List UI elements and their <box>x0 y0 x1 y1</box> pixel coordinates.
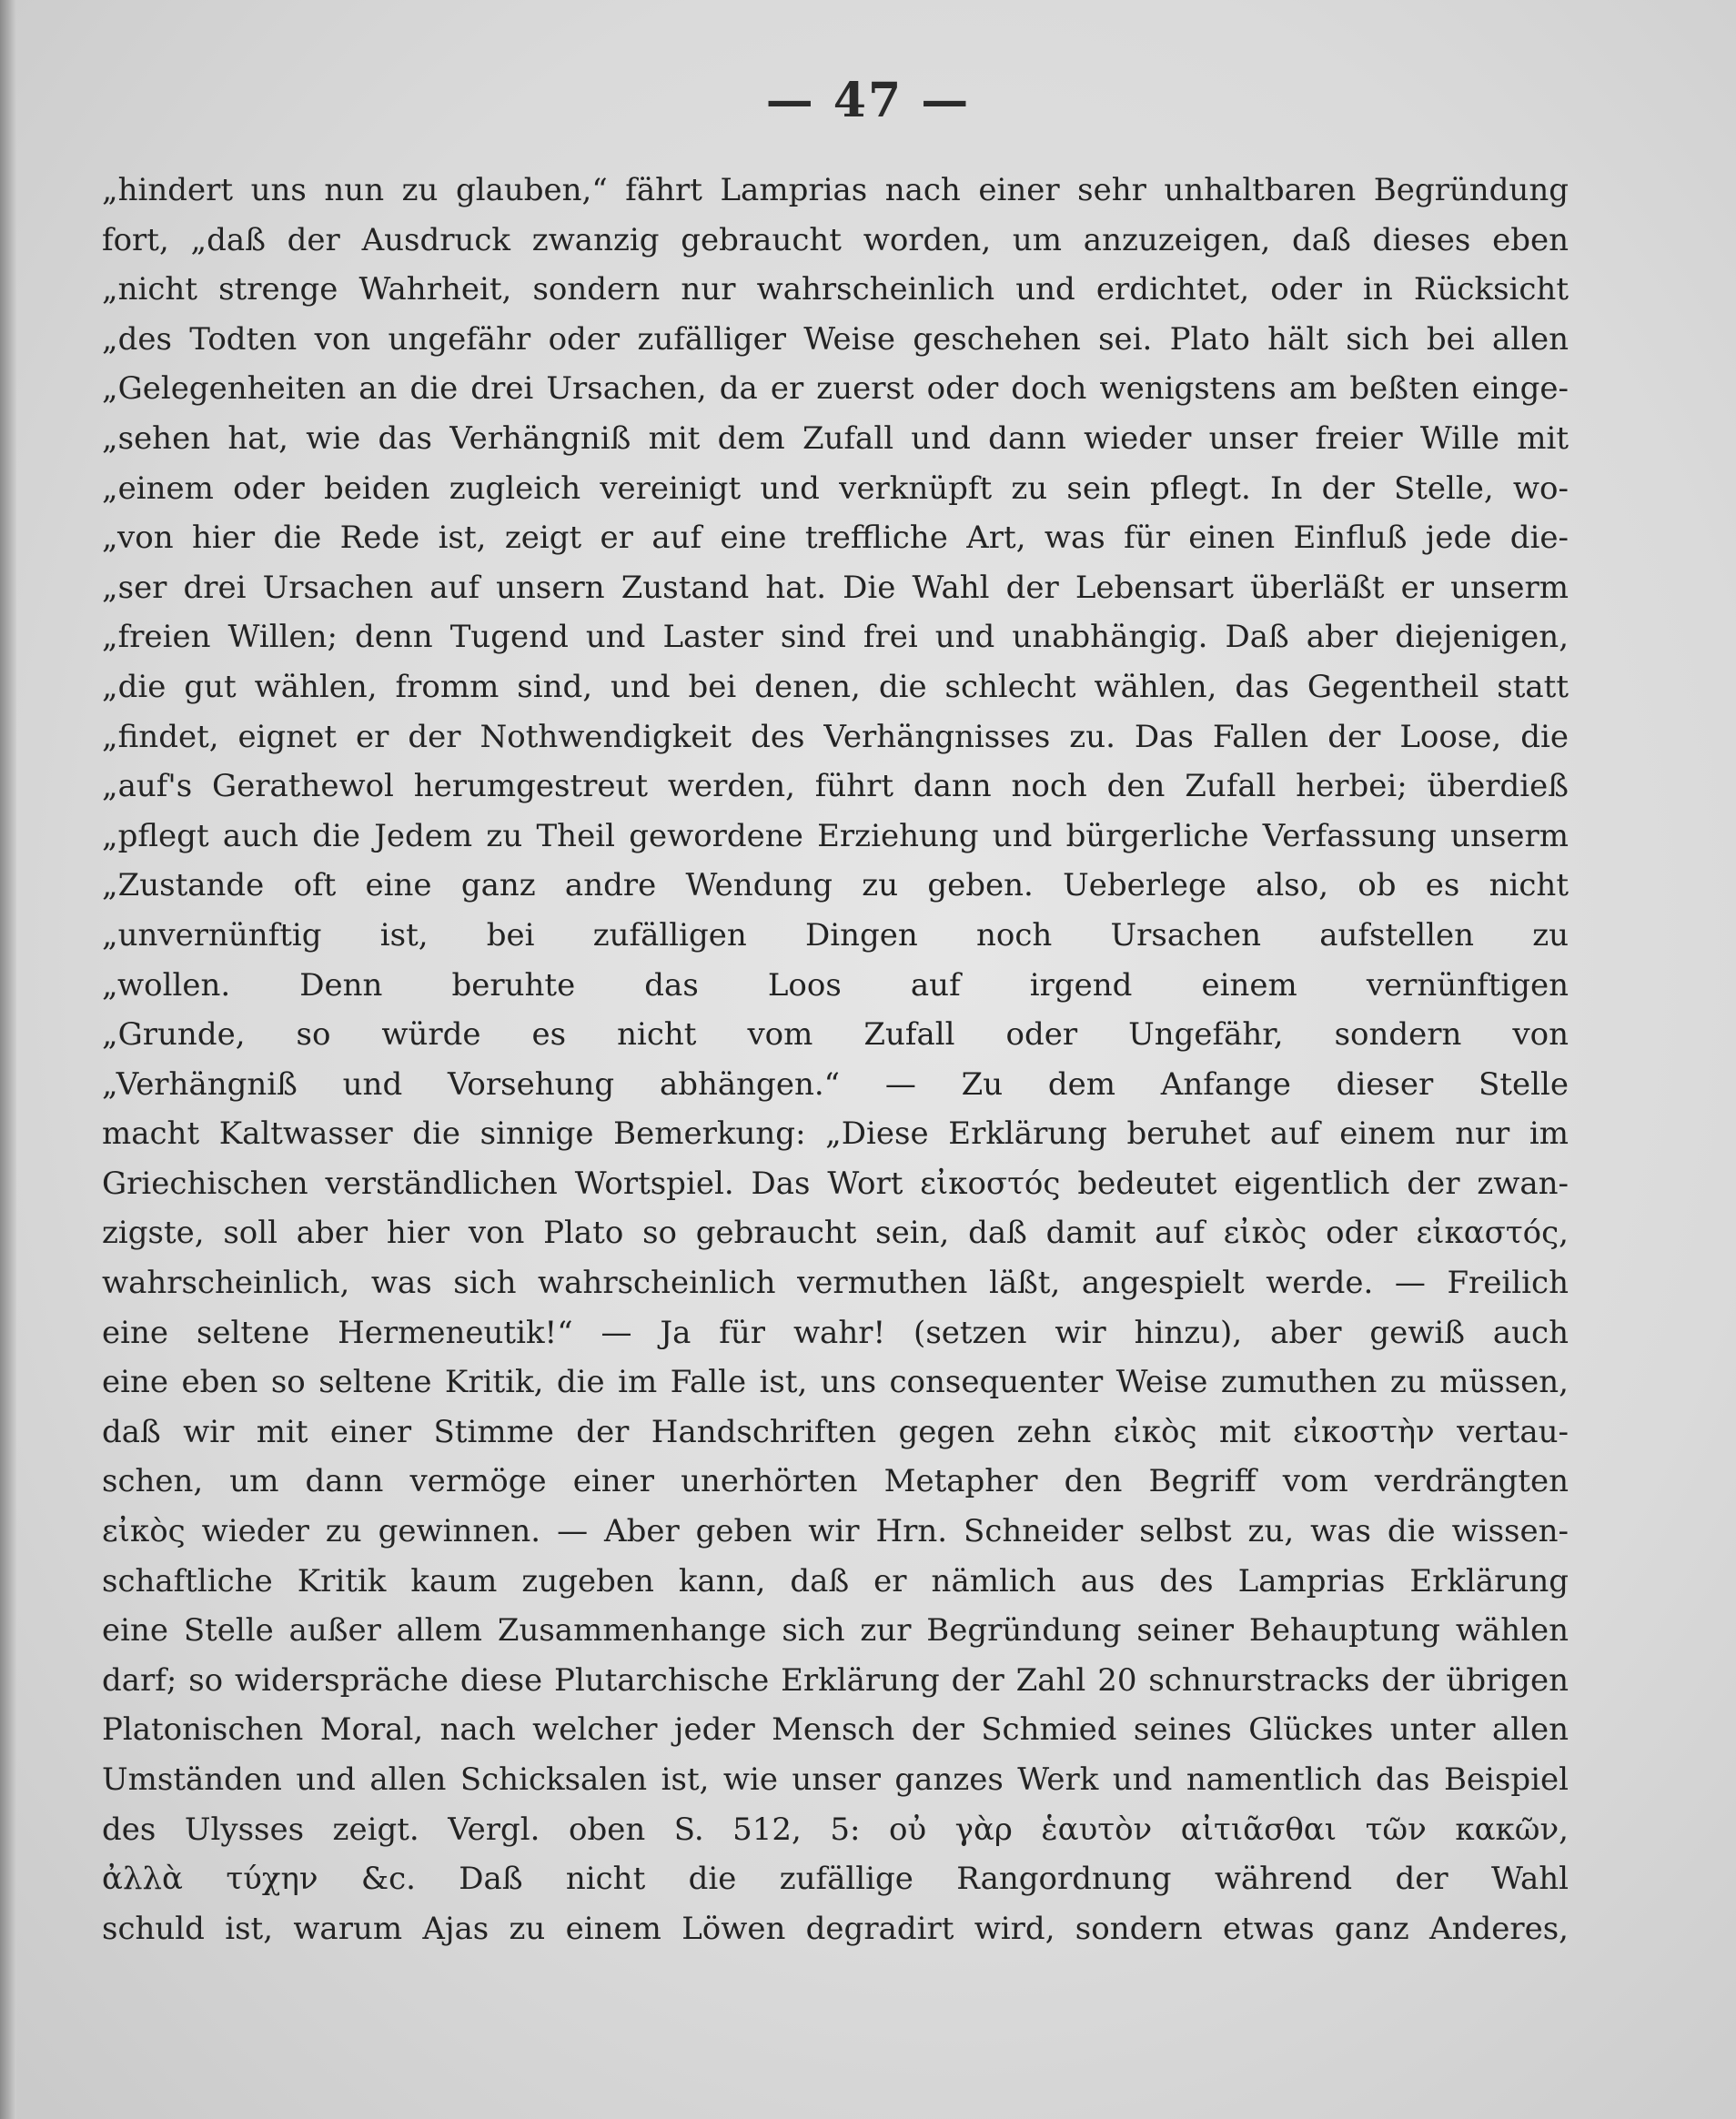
text-line: eine Stelle außer allem Zusammenhange sich zur Begründung seiner Behauptung wählen <box>102 1612 1569 1650</box>
text-line: „ser drei Ursachen auf unsern Zustand hat. Die Wahl der Lebensart überläßt er unserm <box>102 569 1569 606</box>
text-line: schuld ist, warum Ajas zu einem Löwen degradirt wird, sondern etwas ganz Anderes, <box>102 1910 1569 1947</box>
text-line: „unvernünftig ist, bei zufälligen Dingen noch Ursachen aufstellen zu <box>102 916 1569 954</box>
text-line: „freien Willen; denn Tugend und Laster sind frei und unabhängig. Daß aber diejenigen, <box>102 619 1569 656</box>
page-edge-shadow <box>0 0 16 2119</box>
text-line: „von hier die Rede ist, zeigt er auf eine treffliche Art, was für einen Einfluß jede die- <box>102 520 1569 557</box>
text-line: „sehen hat, wie das Verhängniß mit dem Zufall und dann wieder unser freier Wille mit <box>102 419 1569 457</box>
text-line: schaftliche Kritik kaum zugeben kann, daß er nämlich aus des Lamprias Erklärung <box>102 1562 1569 1599</box>
text-line: „Zustande oft eine ganz andre Wendung zu geben. Ueberlege also, ob es nicht <box>102 867 1569 904</box>
text-line: „Grunde, so würde es nicht vom Zufall oder Ungefähr, sondern von <box>102 1016 1569 1054</box>
text-line: wahrscheinlich, was sich wahrscheinlich vermuthen läßt, angespielt werde. — Freilich <box>102 1265 1569 1302</box>
text-line: „wollen. Denn beruhte das Loos auf irgend einem vernünftigen <box>102 966 1569 1004</box>
text-line: „einem oder beiden zugleich vereinigt und verknüpft zu sein pflegt. In der Stelle, wo- <box>102 469 1569 507</box>
text-line: „findet, eignet er der Nothwendigkeit des Verhängnisses zu. Das Fallen der Loose, die <box>102 718 1569 755</box>
text-line: „hindert uns nun zu glauben,“ fährt Lamprias nach einer sehr unhaltbaren Begründung <box>102 172 1569 208</box>
text-line: „auf's Gerathewol herumgestreut werden, führt dann noch den Zufall herbei; überdieß <box>102 768 1569 805</box>
text-line: „pflegt auch die Jedem zu Theil gewordene Erziehung und bürgerliche Verfassung unserm <box>102 817 1569 854</box>
text-line: „nicht strenge Wahrheit, sondern nur wahrscheinlich und erdichtet, oder in Rücksicht <box>102 271 1569 308</box>
text-line: „die gut wählen, fromm sind, und bei denen, die schlecht wählen, das Gegentheil statt <box>102 668 1569 705</box>
page-number-header: — 47 — <box>765 73 971 128</box>
text-line: macht Kaltwasser die sinnige Bemerkung: „Diese Erklärung beruhet auf einem nur im <box>102 1115 1569 1153</box>
text-line: „des Todten von ungefähr oder zufälliger Weise geschehen sei. Plato hält sich bei allen <box>102 320 1569 358</box>
text-line: „Gelegenheiten an die drei Ursachen, da er zuerst oder doch wenigstens am beßten einge- <box>102 370 1569 408</box>
text-line: εἰκὸς wieder zu gewinnen. — Aber geben wir Hrn. Schneider selbst zu, was die wissen- <box>102 1513 1569 1550</box>
text-line: eine seltene Hermeneutik!“ — Ja für wahr! (setzen wir hinzu), aber gewiß auch <box>102 1314 1569 1351</box>
text-line: fort, „daß der Ausdruck zwanzig gebraucht worden, um anzuzeigen, daß dieses eben <box>102 221 1569 258</box>
text-line: eine eben so seltene Kritik, die im Falle ist, uns consequenter Weise zumuthen zu müssen, <box>102 1364 1569 1401</box>
text-line: Platonischen Moral, nach welcher jeder Mensch der Schmied seines Glückes unter allen <box>102 1711 1569 1749</box>
body-text <box>102 166 1569 1953</box>
text-line: „Verhängniß und Vorsehung abhängen.“ — Zu dem Anfange dieser Stelle <box>102 1065 1569 1103</box>
text-line: Umständen und allen Schicksalen ist, wie unser ganzes Werk und namentlich das Beispiel <box>102 1761 1569 1798</box>
text-line: Griechischen verständlichen Wortspiel. Das Wort εἰκοστός bedeutet eigentlich der zwan- <box>102 1165 1569 1202</box>
text-line: ἀλλὰ τύχην &c. Daß nicht die zufällige Rangordnung während der Wahl <box>102 1861 1569 1898</box>
text-line: zigste, soll aber hier von Plato so gebraucht sein, daß damit auf εἰκὸς oder εἰκαστός, <box>102 1215 1569 1252</box>
text-line: des Ulysses zeigt. Vergl. oben S. 512, 5: οὐ γὰρ ἑαυτὸν αἰτιᾶσθαι τῶν κακῶν, <box>102 1811 1569 1848</box>
text-line: daß wir mit einer Stimme der Handschriften gegen zehn εἰκὸς mit εἰκοστὴν vertau- <box>102 1413 1569 1450</box>
text-line: schen, um dann vermöge einer unerhörten Metapher den Begriff vom verdrängten <box>102 1463 1569 1500</box>
text-line: darf; so widerspräche diese Plutarchische Erklärung der Zahl 20 schnurstracks der übrigen <box>102 1661 1569 1699</box>
